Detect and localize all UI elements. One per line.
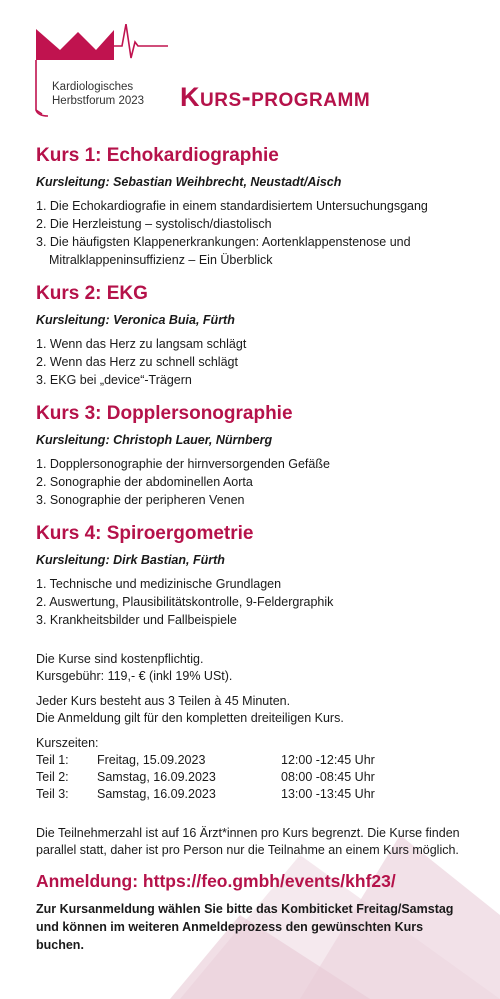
- course-topics: [36, 575, 466, 629]
- course-title: Kurs 3: Dopplersonographie: [36, 403, 293, 424]
- course-lead: Kursleitung: Sebastian Weihbrecht, Neustadt/Aisch: [36, 175, 342, 189]
- course-topics: [36, 335, 466, 389]
- logo-line-1: Kardiologisches: [52, 81, 134, 93]
- course-1: [36, 145, 466, 269]
- list-item: 3. Sonographie der peripheren Venen: [36, 493, 245, 507]
- times-table: [36, 752, 375, 803]
- logo-text: [52, 80, 172, 108]
- table-row: [36, 752, 375, 769]
- course-topics: [36, 197, 466, 269]
- course-title: Kurs 1: Echokardiographie: [36, 145, 279, 166]
- course-times: [36, 735, 466, 803]
- logo-line-2: Herbstforum 2023: [52, 95, 145, 107]
- time-slot: 12:00 -12:45 Uhr: [281, 753, 375, 767]
- time-part: Teil 1:: [36, 753, 69, 767]
- time-slot: 08:00 -08:45 Uhr: [281, 770, 375, 784]
- list-item: 2. Wenn das Herz zu schnell schlägt: [36, 355, 238, 369]
- table-row: [36, 769, 375, 786]
- page-title: Kurs-programm: [180, 82, 371, 112]
- structure-line: Jeder Kurs besteht aus 3 Teilen à 45 Minuten.: [36, 694, 291, 708]
- course-lead: Kursleitung: Dirk Bastian, Fürth: [36, 553, 225, 567]
- fee-amount: Kursgebühr: 119,- € (inkl 19% USt).: [36, 669, 233, 683]
- course-2: [36, 283, 466, 389]
- fee-info: [36, 651, 466, 685]
- course-lead: Kursleitung: Veronica Buia, Fürth: [36, 313, 235, 327]
- structure-info: [36, 693, 466, 727]
- main-content: [36, 145, 466, 954]
- fee-line: Die Kurse sind kostenpflichtig.: [36, 652, 204, 666]
- registration-text: Zur Kursanmeldung wählen Sie bitte das Kombiticket Freitag/Samstag und können im weiteren Anmeldeprozess den gewünschten Kurs buchen.: [36, 902, 454, 952]
- time-day: Samstag, 16.09.2023: [97, 770, 216, 784]
- time-part: Teil 2:: [36, 770, 69, 784]
- list-item: 1. Technische und medizinische Grundlagen: [36, 577, 282, 591]
- registration-link[interactable]: Anmeldung: https://feo.gmbh/events/khf23/: [36, 871, 396, 891]
- list-item: 3. Die häufigsten Klappenerkrankungen: Aortenklappenstenose und Mitralklappeninsuffizienz – Ein Überblick: [36, 235, 411, 267]
- list-item: 1. Wenn das Herz zu langsam schlägt: [36, 337, 247, 351]
- course-4: [36, 523, 466, 629]
- list-item: 3. EKG bei „device“-Trägern: [36, 373, 192, 387]
- list-item: 2. Auswertung, Plausibilitätskontrolle, 9-Feldergraphik: [36, 595, 334, 609]
- list-item: 1. Dopplersonographie der hirnversorgenden Gefäße: [36, 457, 330, 471]
- list-item: 2. Die Herzleistung – systolisch/diastolisch: [36, 217, 272, 231]
- time-day: Freitag, 15.09.2023: [97, 753, 206, 767]
- course-topics: [36, 455, 466, 509]
- course-3: [36, 403, 466, 509]
- structure-line: Die Anmeldung gilt für den kompletten dreiteiligen Kurs.: [36, 711, 344, 725]
- time-slot: 13:00 -13:45 Uhr: [281, 787, 375, 801]
- list-item: 1. Die Echokardiografie in einem standardisiertem Untersuchungsgang: [36, 199, 428, 213]
- time-part: Teil 3:: [36, 787, 69, 801]
- times-heading: Kurszeiten:: [36, 736, 99, 750]
- participant-limit: Die Teilnehmerzahl ist auf 16 Ärzt*innen pro Kurs begrenzt. Die Kurse finden parallel statt, daher ist pro Person nur die Teilnahme an einem Kurs möglich.: [36, 826, 460, 857]
- course-title: Kurs 4: Spiroergometrie: [36, 523, 254, 544]
- list-item: 2. Sonographie der abdominellen Aorta: [36, 475, 253, 489]
- course-title: Kurs 2: EKG: [36, 283, 148, 304]
- course-lead: Kursleitung: Christoph Lauer, Nürnberg: [36, 433, 273, 447]
- time-day: Samstag, 16.09.2023: [97, 787, 216, 801]
- table-row: [36, 786, 375, 803]
- list-item: 3. Krankheitsbilder und Fallbeispiele: [36, 613, 237, 627]
